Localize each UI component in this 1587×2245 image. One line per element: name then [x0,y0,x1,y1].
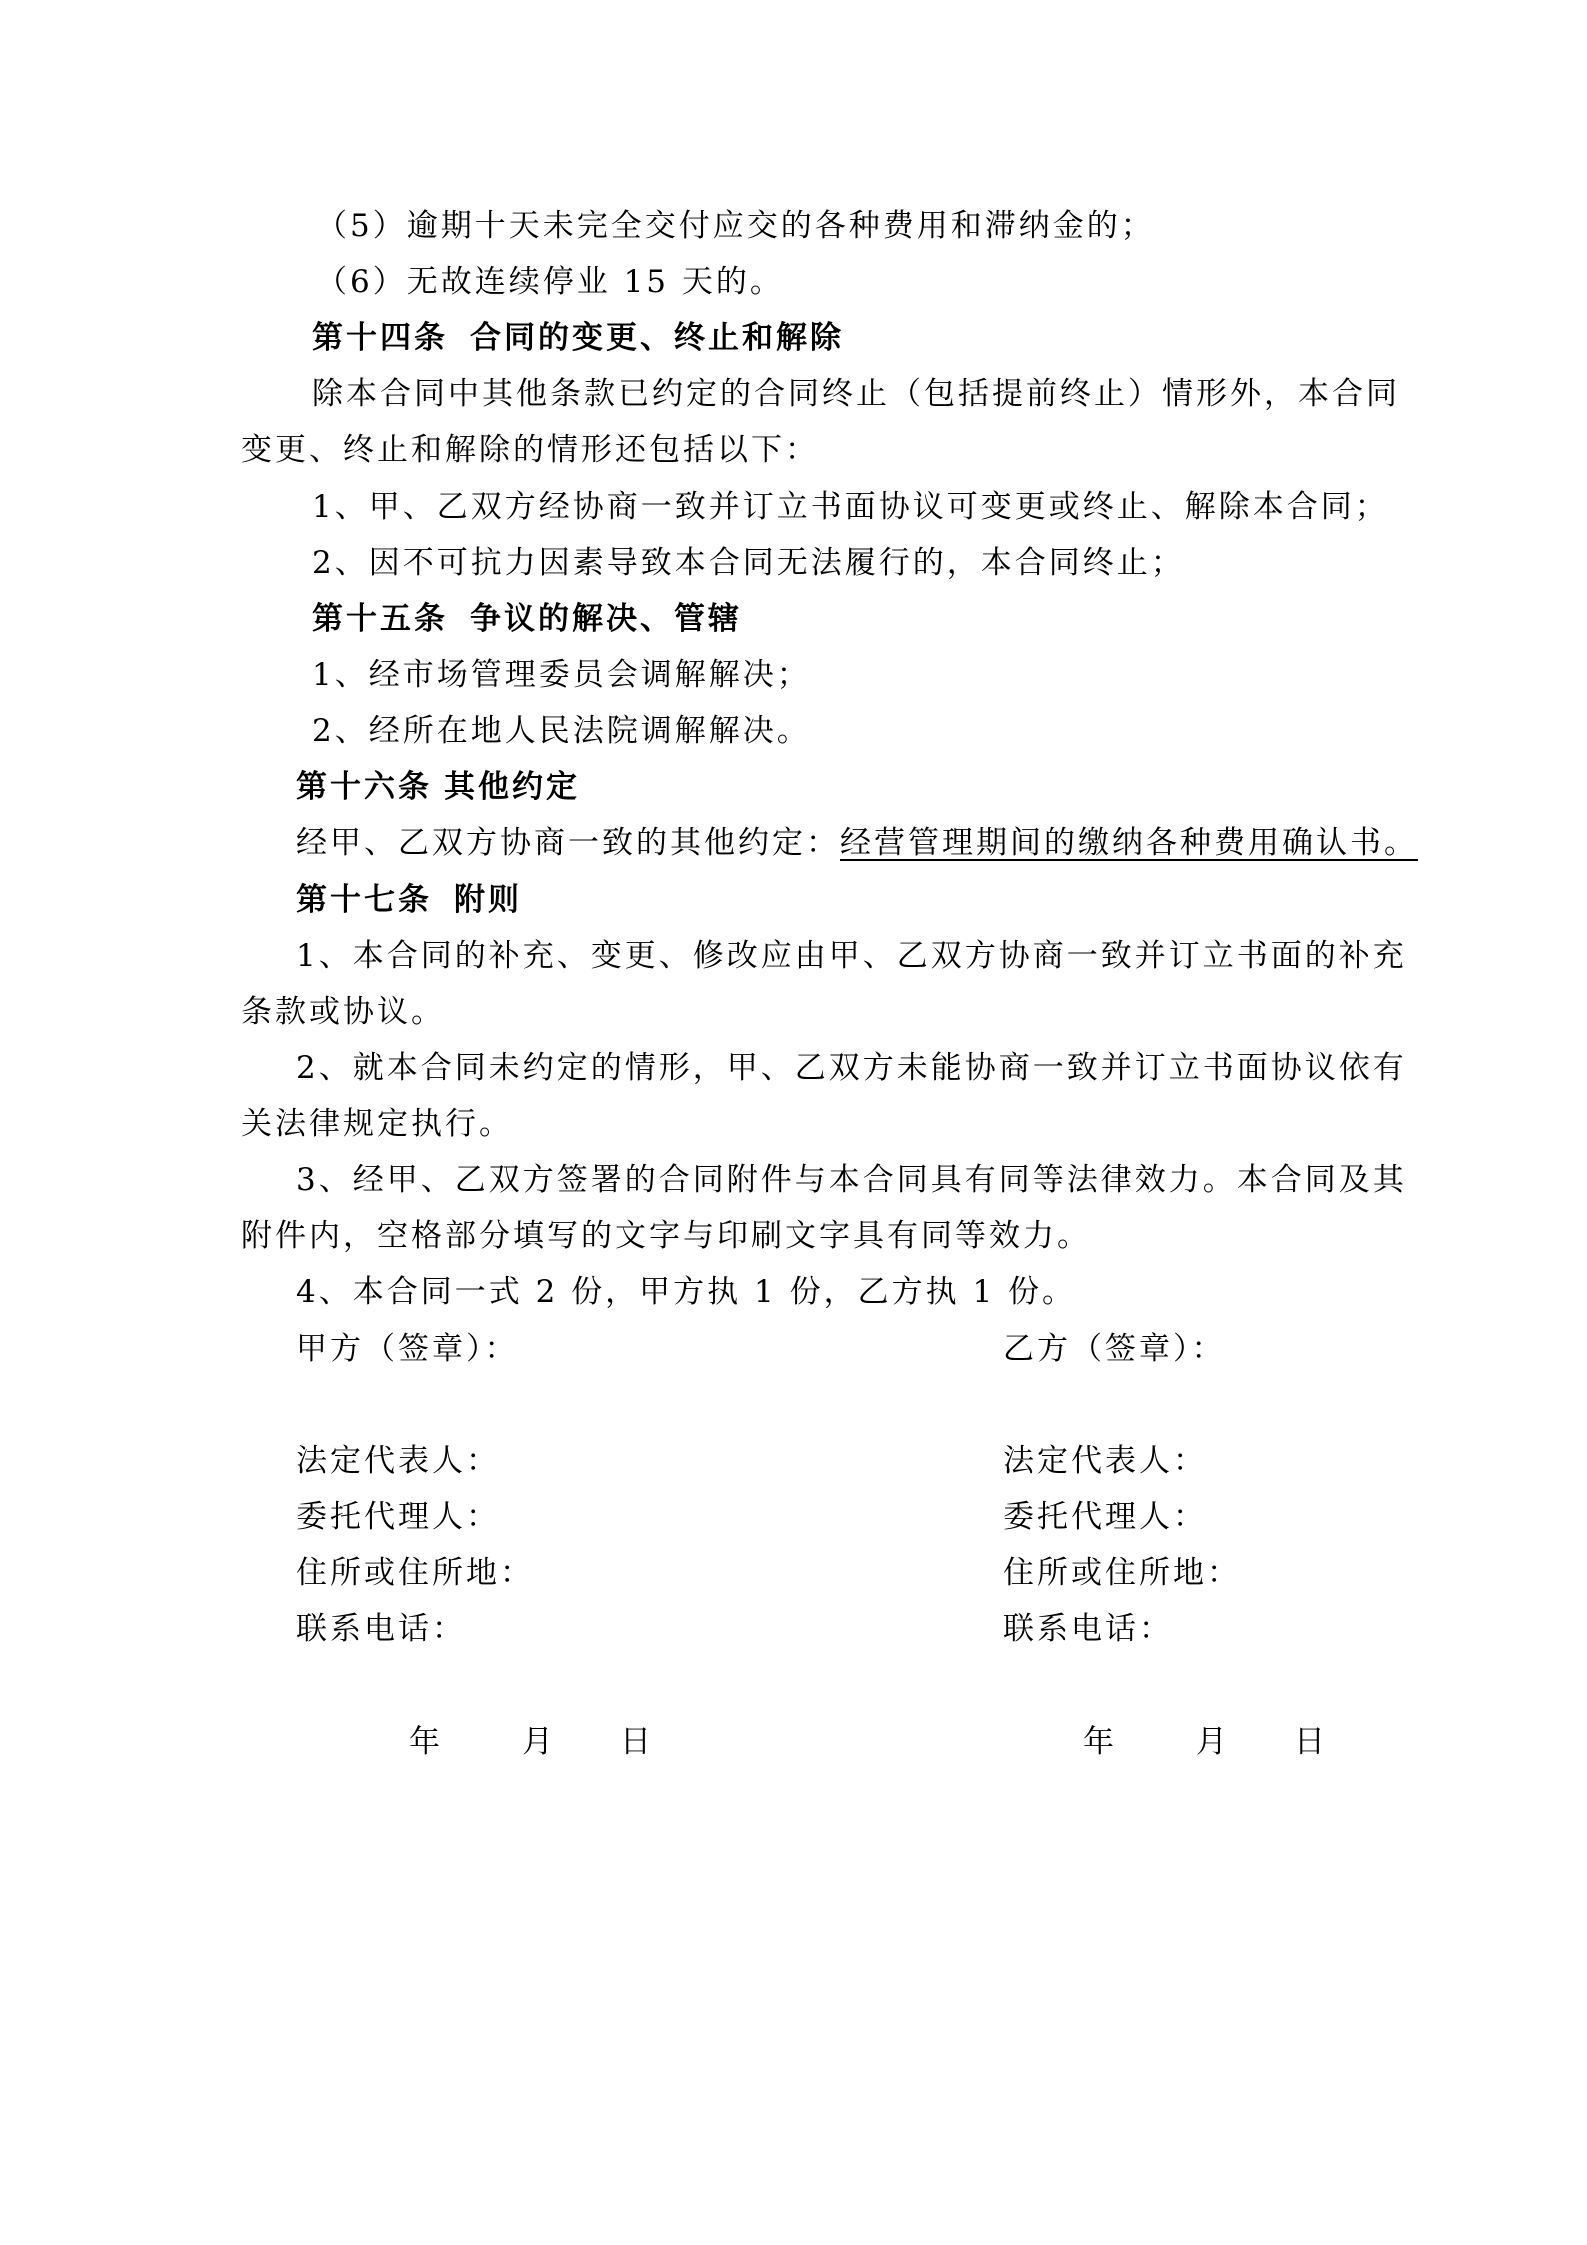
article-16-value: 经营管理期间的缴纳各种费用确认书。 [840,825,1418,861]
article-14-title: 合同的变更、终止和解除 [470,320,844,356]
party-a-label: 甲方（签章）： [296,1331,519,1367]
party-a-month: 月 [522,1724,556,1760]
article-17-title: 附则 [454,882,522,918]
article-17-number: 第十七条 [296,882,432,918]
party-a-year: 年 [409,1724,443,1760]
article-15-item-1: 1、经市场管理委员会调解解决； [312,657,811,693]
article-17-p4: 4、本合同一式 2 份，甲方执 1 份，乙方执 1 份。 [296,1274,1077,1310]
clause-item-6: （6）无故连续停业 15 天的。 [316,264,784,300]
article-15-item-2: 2、经所在地人民法院调解解决。 [312,713,811,749]
party-b-phone: 联系电话： [1003,1611,1173,1647]
article-16-heading [296,767,580,807]
party-a-address: 住所或住所地： [296,1555,534,1591]
party-b-label: 乙方（签章）： [1003,1331,1226,1367]
party-a-agent: 委托代理人： [296,1499,500,1535]
article-14-para-line-2: 变更、终止和解除的情形还包括以下： [241,432,819,468]
article-17-p1-line-2: 条款或协议。 [241,994,445,1030]
article-17-p3-line-1: 3、经甲、乙双方签署的合同附件与本合同具有同等法律效力。本合同及其 [296,1162,1407,1198]
party-b-month: 月 [1196,1724,1230,1760]
clause-item-5: （5）逾期十天未完全交付应交的各种费用和滞纳金的； [316,208,1155,244]
party-a-phone: 联系电话： [296,1611,466,1647]
article-17-p2-line-1: 2、就本合同未约定的情形，甲、乙双方未能协商一致并订立书面协议依有 [296,1050,1407,1086]
article-15-title: 争议的解决、管辖 [470,601,742,637]
article-17-p1-line-1: 1、本合同的补充、变更、修改应由甲、乙双方协商一致并订立书面的补充 [296,938,1407,974]
article-17-p2-line-2: 关法律规定执行。 [241,1106,513,1142]
party-b-year: 年 [1083,1724,1117,1760]
party-a-rep: 法定代表人： [296,1443,500,1479]
article-14-para-line-1: 除本合同中其他条款已约定的合同终止（包括提前终止）情形外，本合同 [312,376,1400,412]
article-14-item-1: 1、甲、乙双方经协商一致并订立书面协议可变更或终止、解除本合同； [312,489,1389,525]
article-15-number: 第十五条 [312,601,448,637]
article-16-para [296,823,1418,863]
article-14-number: 第十四条 [312,320,448,356]
party-b-agent: 委托代理人： [1003,1499,1207,1535]
article-16-lead: 经甲、乙双方协商一致的其他约定： [296,825,840,861]
article-14-item-2: 2、因不可抗力因素导致本合同无法履行的，本合同终止； [312,545,1185,581]
article-14-heading [312,318,844,358]
party-b-rep: 法定代表人： [1003,1443,1207,1479]
article-17-heading [296,880,522,920]
article-15-heading [312,599,742,639]
article-16-title: 其他约定 [444,769,580,805]
article-16-number: 第十六条 [296,769,432,805]
article-17-p3-line-2: 附件内，空格部分填写的文字与印刷文字具有同等效力。 [241,1218,1091,1254]
party-b-day: 日 [1294,1724,1328,1760]
party-a-day: 日 [620,1724,654,1760]
party-b-address: 住所或住所地： [1003,1555,1241,1591]
